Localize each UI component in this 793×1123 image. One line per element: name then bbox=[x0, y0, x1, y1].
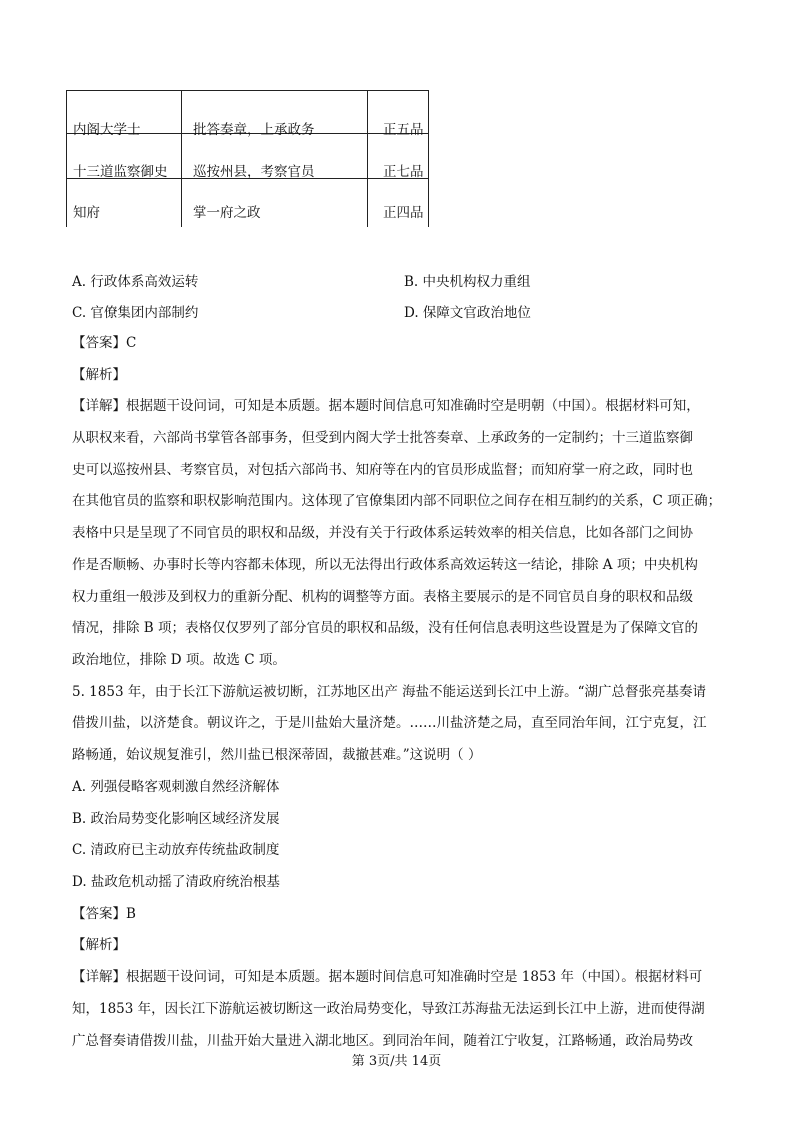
q4-detail-line: 政治地位，排除 D 项。故选 C 项。 bbox=[72, 652, 286, 668]
q4-answer-line bbox=[72, 334, 136, 352]
q5-detail-line: 广总督奏请借拨川盐，川盐开始大量进入湖北地区。到同治年间，随着江宁收复，江路畅通，政治局势改 bbox=[72, 1033, 693, 1049]
table-cell: 十三道监察御史 bbox=[73, 164, 168, 180]
official-rank-table bbox=[66, 90, 429, 227]
page-footer: 第 3页/共 14页 bbox=[351, 1054, 442, 1069]
q5-analysis-tag: 【解析】 bbox=[72, 937, 126, 953]
q4-detail-line: 情况，排除 B 项；表格仅仅罗列了部分官员的职权和品级，没有任何信息表明这些设置是为了保障文官的 bbox=[72, 620, 699, 636]
q4-detail-line: 作是否顺畅、办事时长等内容都未体现，所以无法得出行政体系高效运转这一结论，排除 A 项；中央机构 bbox=[72, 557, 698, 573]
q5-option-c: C. 清政府已主动放弃传统盐政制度 bbox=[72, 842, 280, 858]
q4-analysis-tag: 【解析】 bbox=[72, 367, 126, 383]
q5-stem-line: 路畅通，始议规复淮引，然川盐已根深蒂固，裁撤甚难。”这说明（ ） bbox=[72, 747, 482, 763]
q5-answer-line bbox=[72, 905, 136, 923]
table-divider bbox=[367, 91, 368, 227]
q5-option-a: A. 列强侵略客观刺激自然经济解体 bbox=[72, 779, 280, 795]
q4-detail-line: 【详解】根据题干设问词，可知是本质题。据本题时间信息可知准确时空是明朝（中国）。根据材料可知， bbox=[72, 398, 700, 414]
q4-answer: C bbox=[126, 335, 137, 351]
table-divider bbox=[181, 91, 182, 227]
table-cell: 正五品 bbox=[383, 122, 424, 138]
q4-option-b: B. 中央机构权力重组 bbox=[404, 274, 531, 290]
q4-detail-line: 史可以巡按州县、考察官员，对包括六部尚书、知府等在内的官员形成监督；而知府掌一府之政，同时也 bbox=[72, 462, 693, 478]
q5-option-d: D. 盐政危机动摇了清政府统治根基 bbox=[72, 874, 280, 890]
table-cell: 知府 bbox=[73, 205, 100, 221]
q4-option-d: D. 保障文官政治地位 bbox=[404, 305, 531, 321]
q5-detail-line: 【详解】根据题干设问词，可知是本质题。据本题时间信息可知准确时空是 1853 年（中国）。根据材料可 bbox=[72, 969, 703, 985]
q5-detail-line: 知，1853 年，因长江下游航运被切断这一政治局势变化，导致江苏海盐无法运到长江中上游，进而使得湖 bbox=[72, 1001, 705, 1017]
q5-stem-line: 5. 1853 年，由于长江下游航运被切断，江苏地区出产 海盐不能运送到长江中上游。“湖广总督张亮基奏请 bbox=[72, 684, 707, 700]
table-cell: 内阁大学士 bbox=[73, 122, 141, 138]
q4-option-c: C. 官僚集团内部制约 bbox=[72, 305, 199, 321]
q5-option-b: B. 政治局势变化影响区域经济发展 bbox=[72, 811, 280, 827]
table-cell: 正四品 bbox=[383, 205, 424, 221]
q5-stem-line: 借拨川盐，以济楚食。朝议许之，于是川盐始大量济楚。……川盐济楚之局，直至同治年间，江宁克复，江 bbox=[72, 715, 707, 731]
q4-detail-line: 从职权来看，六部尚书掌管各部事务，但受到内阁大学士批答奏章、上承政务的一定制约；十三道监察御 bbox=[72, 430, 693, 446]
table-cell: 巡按州县，考察官员 bbox=[193, 164, 315, 180]
answer-tag: 【答案】 bbox=[72, 335, 126, 351]
q4-detail-line: 表格中只是呈现了不同官员的职权和品级，并没有关于行政体系运转效率的相关信息，比如各部门之间协 bbox=[72, 525, 693, 541]
table-cell: 正七品 bbox=[383, 164, 424, 180]
table-cell: 掌一府之政 bbox=[193, 205, 261, 221]
q4-detail-line: 权力重组一般涉及到权力的重新分配、机构的调整等方面。表格主要展示的是不同官员自身的职权和品级 bbox=[72, 589, 693, 605]
q4-detail-line: 在其他官员的监察和职权影响范围内。这体现了官僚集团内部不同职位之间存在相互制约的关系，C 项正确； bbox=[72, 493, 722, 509]
q4-option-a: A. 行政体系高效运转 bbox=[72, 274, 199, 290]
answer-tag: 【答案】 bbox=[72, 906, 126, 922]
table-cell: 批答奏章，上承政务 bbox=[193, 122, 315, 138]
q5-answer: B bbox=[126, 906, 136, 922]
